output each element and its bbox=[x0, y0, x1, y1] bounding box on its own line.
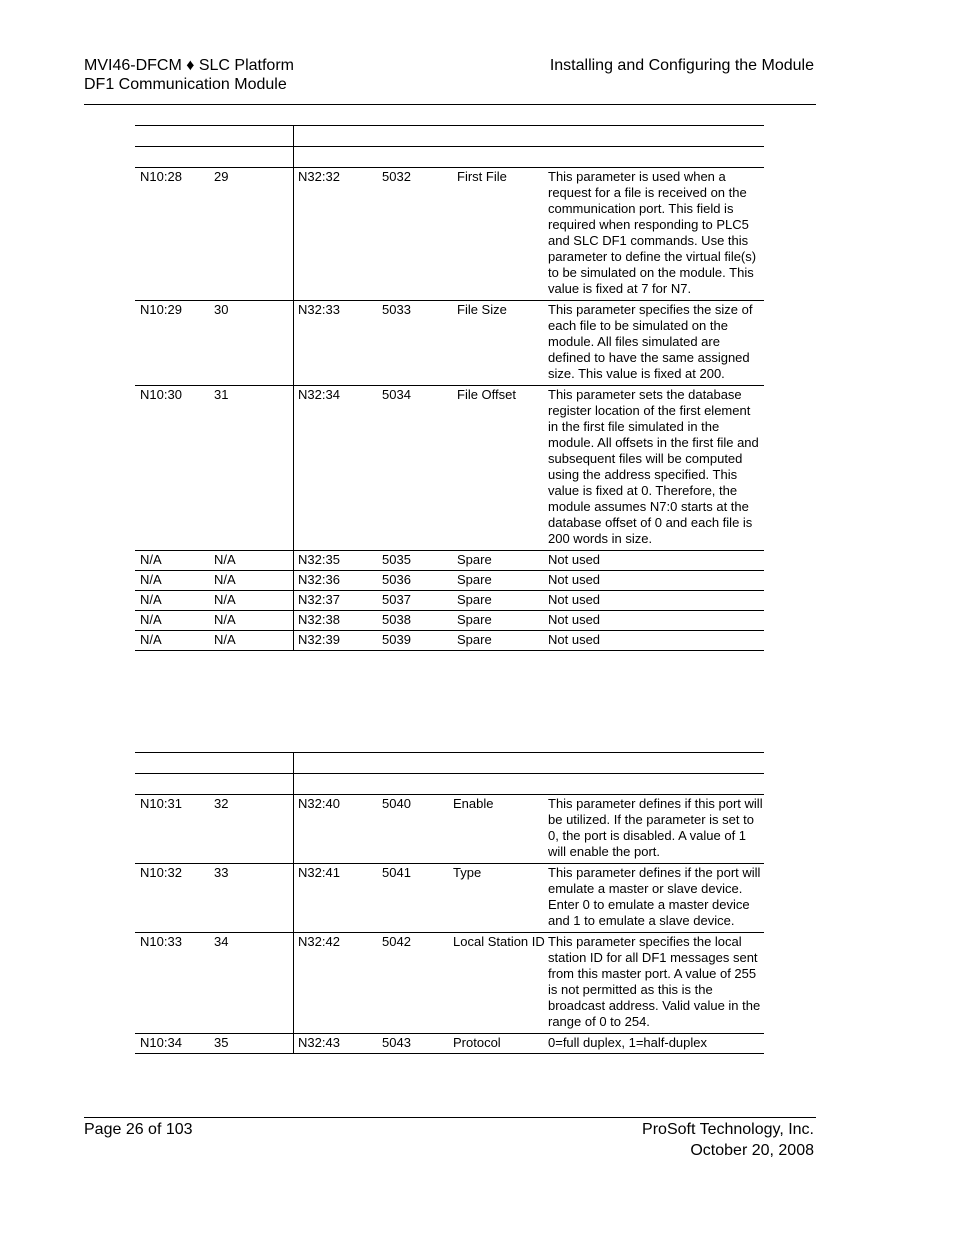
n32-address-cell: N32:34 bbox=[294, 386, 383, 551]
slc-address-cell: N10:29 bbox=[135, 301, 214, 386]
n32-address-cell: N32:43 bbox=[294, 1034, 383, 1054]
table-body bbox=[135, 795, 764, 1054]
table-row bbox=[135, 551, 764, 571]
register-cell: 5035 bbox=[382, 551, 453, 571]
register-cell: 5041 bbox=[382, 864, 453, 933]
slc-address-cell: N10:31 bbox=[135, 795, 214, 864]
register-cell: 5043 bbox=[382, 1034, 453, 1054]
slc-address-cell: N10:30 bbox=[135, 386, 214, 551]
parameter-name-cell: Spare bbox=[453, 631, 548, 651]
description-cell: Not used bbox=[548, 551, 764, 571]
parameter-name-cell: File Size bbox=[453, 301, 548, 386]
document-footer-right bbox=[642, 1119, 814, 1161]
description-cell: Not used bbox=[548, 591, 764, 611]
description-cell: Not used bbox=[548, 631, 764, 651]
description-cell: 0=full duplex, 1=half-duplex bbox=[548, 1034, 764, 1054]
table-row bbox=[135, 571, 764, 591]
parameter-name-cell: Local Station ID bbox=[453, 933, 548, 1034]
description-cell: This parameter specifies the size of each file to be simulated on the module. All files simulated are defined to have the same assigned size. This value is fixed at 200. bbox=[548, 301, 764, 386]
slc-address-cell: N/A bbox=[135, 631, 214, 651]
footer-divider bbox=[84, 1117, 816, 1118]
table-row bbox=[135, 1034, 764, 1054]
slc-address-cell: N10:28 bbox=[135, 168, 214, 301]
offset-cell: N/A bbox=[214, 631, 294, 651]
register-cell: 5036 bbox=[382, 571, 453, 591]
parameter-name-cell: Spare bbox=[453, 611, 548, 631]
slc-address-cell: N10:34 bbox=[135, 1034, 214, 1054]
parameter-name-cell: Spare bbox=[453, 551, 548, 571]
description-cell: This parameter specifies the local station ID for all DF1 messages sent from this master port. A value of 255 is not permitted as this is the broadcast address. Valid value in the range of 0 to 254. bbox=[548, 933, 764, 1034]
parameter-name-cell: File Offset bbox=[453, 386, 548, 551]
table-subheader-row bbox=[135, 774, 764, 795]
table-row bbox=[135, 631, 764, 651]
slc-address-cell: N/A bbox=[135, 591, 214, 611]
product-title: MVI46-DFCM ♦ SLC Platform bbox=[84, 57, 294, 74]
offset-cell: N/A bbox=[214, 611, 294, 631]
parameter-name-cell: Type bbox=[453, 864, 548, 933]
register-cell: 5037 bbox=[382, 591, 453, 611]
n32-address-cell: N32:37 bbox=[294, 591, 383, 611]
offset-cell: 30 bbox=[214, 301, 294, 386]
slc-address-cell: N/A bbox=[135, 551, 214, 571]
register-cell: 5033 bbox=[382, 301, 453, 386]
parameter-name-cell: First File bbox=[453, 168, 548, 301]
offset-cell: 29 bbox=[214, 168, 294, 301]
table-row bbox=[135, 611, 764, 631]
table-row bbox=[135, 168, 764, 301]
header-divider bbox=[84, 104, 816, 105]
parameter-name-cell: Spare bbox=[453, 591, 548, 611]
n32-address-cell: N32:41 bbox=[294, 864, 383, 933]
page-number: Page 26 of 103 bbox=[84, 1121, 193, 1138]
offset-cell: 33 bbox=[214, 864, 294, 933]
n32-address-cell: N32:35 bbox=[294, 551, 383, 571]
description-cell: Not used bbox=[548, 611, 764, 631]
offset-cell: 35 bbox=[214, 1034, 294, 1054]
table-row bbox=[135, 301, 764, 386]
slc-address-cell: N10:32 bbox=[135, 864, 214, 933]
slc-address-cell: N/A bbox=[135, 611, 214, 631]
document-date: October 20, 2008 bbox=[690, 1142, 814, 1159]
offset-cell: N/A bbox=[214, 551, 294, 571]
register-table-2 bbox=[135, 752, 764, 1054]
register-cell: 5040 bbox=[382, 795, 453, 864]
table-row bbox=[135, 864, 764, 933]
n32-address-cell: N32:39 bbox=[294, 631, 383, 651]
description-cell: This parameter is used when a request for a file is received on the communication port. This field is required when responding to PLC5 and SLC DF1 commands. Use this parameter to define the virtual file(s) to be simulated on the module. This value is fixed at 7 for N7. bbox=[548, 168, 764, 301]
n32-address-cell: N32:32 bbox=[294, 168, 383, 301]
parameter-name-cell: Enable bbox=[453, 795, 548, 864]
parameter-name-cell: Spare bbox=[453, 571, 548, 591]
n32-address-cell: N32:42 bbox=[294, 933, 383, 1034]
document-header-left bbox=[84, 56, 294, 94]
table-body bbox=[135, 168, 764, 651]
register-cell: 5042 bbox=[382, 933, 453, 1034]
table-row bbox=[135, 933, 764, 1034]
n32-address-cell: N32:33 bbox=[294, 301, 383, 386]
description-cell: This parameter defines if the port will emulate a master or slave device. Enter 0 to emulate a master device and 1 to emulate a slave device. bbox=[548, 864, 764, 933]
description-cell: This parameter sets the database register location of the first element in the first file simulated in the module. All offsets in the first file and subsequent files will be computed using the address specified. This value is fixed at 0. Therefore, the module assumes N7:0 starts at the database offset of 0 and each file is 200 words in size. bbox=[548, 386, 764, 551]
description-cell: Not used bbox=[548, 571, 764, 591]
register-table-1 bbox=[135, 125, 764, 651]
offset-cell: 31 bbox=[214, 386, 294, 551]
description-cell: This parameter defines if this port will be utilized. If the parameter is set to 0, the port is disabled. A value of 1 will enable the port. bbox=[548, 795, 764, 864]
table-header-row bbox=[135, 753, 764, 774]
product-subtitle: DF1 Communication Module bbox=[84, 76, 287, 93]
table-row bbox=[135, 795, 764, 864]
table-row bbox=[135, 591, 764, 611]
n32-address-cell: N32:36 bbox=[294, 571, 383, 591]
company-name: ProSoft Technology, Inc. bbox=[642, 1121, 814, 1138]
table-subheader-row bbox=[135, 147, 764, 168]
slc-address-cell: N/A bbox=[135, 571, 214, 591]
n32-address-cell: N32:38 bbox=[294, 611, 383, 631]
register-cell: 5038 bbox=[382, 611, 453, 631]
register-cell: 5039 bbox=[382, 631, 453, 651]
parameter-name-cell: Protocol bbox=[453, 1034, 548, 1054]
offset-cell: N/A bbox=[214, 571, 294, 591]
offset-cell: 34 bbox=[214, 933, 294, 1034]
offset-cell: N/A bbox=[214, 591, 294, 611]
slc-address-cell: N10:33 bbox=[135, 933, 214, 1034]
register-cell: 5032 bbox=[382, 168, 453, 301]
table-row bbox=[135, 386, 764, 551]
n32-address-cell: N32:40 bbox=[294, 795, 383, 864]
section-title: Installing and Configuring the Module bbox=[549, 57, 814, 74]
register-cell: 5034 bbox=[382, 386, 453, 551]
offset-cell: 32 bbox=[214, 795, 294, 864]
table-header-row bbox=[135, 126, 764, 147]
